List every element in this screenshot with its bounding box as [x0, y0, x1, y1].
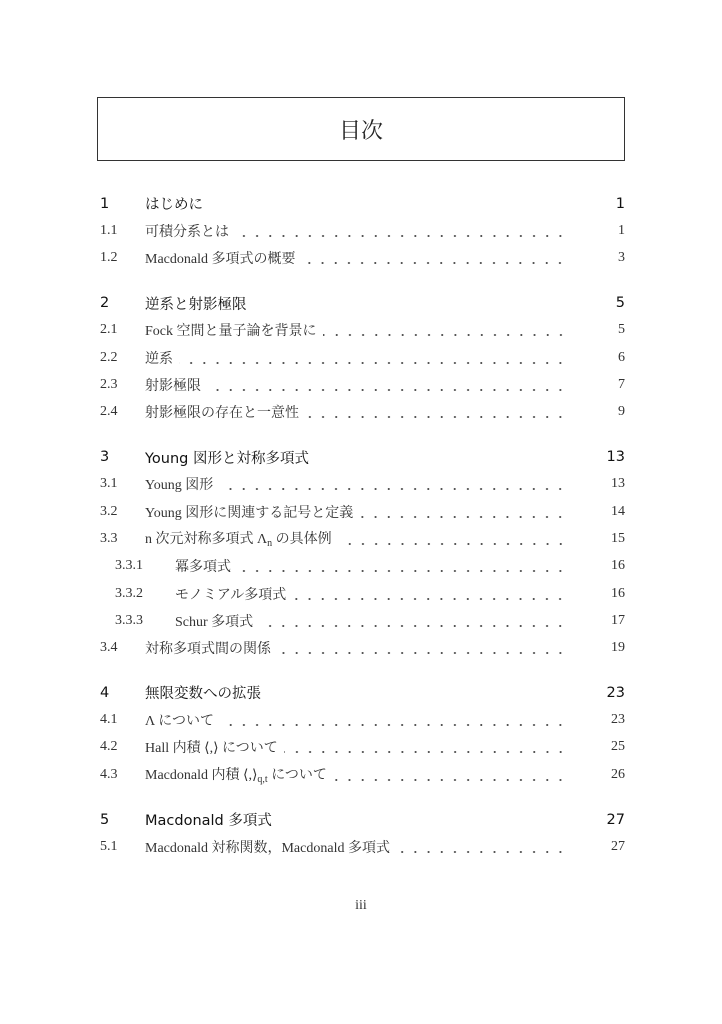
- entry-number: 3.2: [100, 503, 118, 519]
- entry-page-number: 17: [611, 612, 625, 628]
- toc-entry-section[interactable]: [100, 734, 625, 761]
- toc-entry-chapter[interactable]: [100, 443, 625, 470]
- entry-title: [145, 809, 272, 830]
- toc-entry-section[interactable]: [100, 707, 625, 734]
- entry-number: 3.3.3: [115, 612, 143, 628]
- entry-page-number: 1: [615, 195, 625, 212]
- entry-title-text: 逆系: [145, 351, 173, 367]
- entry-title: [145, 682, 261, 703]
- entry-title: [175, 611, 253, 631]
- dot-leader: [179, 351, 567, 365]
- entry-title-subscript: n: [267, 538, 273, 550]
- dot-leader: [267, 686, 567, 700]
- dot-leader: [396, 840, 567, 854]
- toc-entry-subsub[interactable]: [100, 580, 625, 607]
- entry-title: [175, 556, 231, 576]
- entry-page-number: 14: [611, 503, 625, 519]
- dot-leader: [259, 614, 567, 628]
- entry-title-subscript: q,t: [257, 774, 268, 786]
- dot-leader: [292, 587, 567, 601]
- dot-leader: [359, 505, 567, 519]
- toc-title: 目次: [338, 118, 383, 144]
- entry-title-text: 無限変数への拡張: [145, 686, 261, 703]
- dot-leader: [207, 378, 567, 392]
- toc-entry-section[interactable]: [100, 344, 625, 371]
- entry-page-number: 15: [611, 530, 625, 546]
- toc-entry-subsub[interactable]: [100, 607, 625, 634]
- entry-title-text: Macdonald 対称関数，Macdonald 多項式: [145, 840, 390, 856]
- toc-entry-chapter[interactable]: [100, 679, 625, 706]
- entry-number: 4.2: [100, 739, 118, 755]
- toc-entry-chapter[interactable]: [100, 289, 625, 316]
- toc-entry-section[interactable]: [100, 371, 625, 398]
- entry-page-number: 5: [615, 295, 625, 312]
- entry-title-text: Macdonald 多項式: [145, 813, 272, 830]
- entry-title-text: Fock 空間と量子論を背景に: [145, 324, 317, 340]
- entry-page-number: 5: [618, 322, 625, 338]
- dot-leader: [284, 740, 567, 754]
- entry-title: [145, 402, 299, 422]
- entry-title-text: 射影極限の存在と一意性: [145, 406, 299, 422]
- entry-number: 3.3: [100, 530, 118, 546]
- toc-entry-section[interactable]: [100, 471, 625, 498]
- entry-page-number: 16: [611, 585, 625, 601]
- entry-number: 3.3.1: [115, 558, 143, 574]
- entry-number: 4.1: [100, 712, 118, 728]
- dot-leader: [237, 559, 567, 573]
- entry-page-number: 9: [618, 404, 625, 420]
- entry-title-text: Hall 内積 ⟨,⟩ について: [145, 741, 278, 757]
- entry-title-suffix: について: [267, 768, 327, 784]
- entry-number: 4.3: [100, 766, 118, 782]
- dot-leader: [220, 713, 567, 727]
- dot-leader: [277, 641, 567, 655]
- entry-page-number: 6: [618, 349, 625, 365]
- entry-title-text: Young 図形に関連する記号と定義: [145, 505, 354, 521]
- entry-page-number: 1: [618, 222, 625, 238]
- entry-title: [145, 474, 213, 494]
- entry-title: [145, 528, 332, 549]
- entry-number: 1.1: [100, 222, 118, 238]
- entry-title-text: Young 図形: [145, 478, 214, 494]
- entry-page-number: 27: [606, 811, 625, 828]
- entry-title-text: はじめに: [145, 197, 203, 214]
- dot-leader: [301, 251, 567, 265]
- entry-number: 2.4: [100, 404, 118, 420]
- toc-entry-chapter[interactable]: [100, 190, 625, 217]
- entry-number: 3.4: [100, 640, 118, 656]
- toc-entry-section[interactable]: [100, 217, 625, 244]
- entry-title-text: 逆系と射影極限: [145, 296, 247, 313]
- entry-title-text: Schur 多項式: [175, 614, 254, 630]
- entry-number: 4: [100, 684, 110, 701]
- toc-entry-section[interactable]: [100, 317, 625, 344]
- entry-number: 5.1: [100, 838, 118, 854]
- dot-leader: [278, 813, 567, 827]
- toc-title-box: [97, 97, 625, 161]
- toc-entry-section[interactable]: [100, 833, 625, 860]
- entry-title-suffix: の具体例: [272, 532, 332, 548]
- entry-title: [145, 447, 309, 468]
- entry-number: 1.2: [100, 250, 118, 266]
- toc-entry-subsub[interactable]: [100, 553, 625, 580]
- entry-title: [145, 638, 271, 658]
- page-number-footer: iii: [355, 898, 367, 913]
- entry-page-number: 7: [618, 376, 625, 392]
- entry-title-text: モノミアル多項式: [175, 587, 287, 603]
- entry-page-number: 13: [606, 449, 625, 466]
- toc-entry-section[interactable]: [100, 245, 625, 272]
- entry-number: 1: [100, 195, 110, 212]
- entry-title: [145, 375, 201, 395]
- entry-number: 5: [100, 811, 110, 828]
- entry-number: 2.2: [100, 349, 118, 365]
- dot-leader: [305, 405, 567, 419]
- dot-leader: [338, 532, 567, 546]
- dot-leader: [315, 450, 567, 464]
- entry-title: [145, 348, 173, 368]
- entry-title: [145, 764, 327, 785]
- entry-title: [145, 221, 229, 241]
- toc-entry-section[interactable]: [100, 525, 625, 552]
- entry-number: 2.3: [100, 376, 118, 392]
- entry-title-text: Λ について: [145, 714, 215, 730]
- entry-page-number: 26: [611, 766, 625, 782]
- entry-title-text: Macdonald 多項式の概要: [145, 252, 296, 268]
- entry-page-number: 23: [606, 684, 625, 701]
- entry-title-text: 冪多項式: [175, 560, 231, 576]
- dot-leader: [253, 296, 568, 310]
- entry-title: [145, 293, 247, 314]
- entry-page-number: 27: [611, 838, 625, 854]
- toc-entry-section[interactable]: [100, 634, 625, 661]
- entry-page-number: 13: [611, 476, 625, 492]
- entry-number: 3: [100, 449, 110, 466]
- entry-title: [145, 320, 317, 340]
- entry-number: 2: [100, 295, 110, 312]
- entry-title-text: n 次元対称多項式 Λ: [145, 532, 268, 548]
- toc-entry-section[interactable]: [100, 498, 625, 525]
- dot-leader: [333, 768, 567, 782]
- dot-leader: [235, 224, 567, 238]
- table-of-contents: [100, 190, 625, 861]
- dot-leader: [219, 477, 567, 491]
- entry-title: [145, 710, 214, 730]
- entry-title-text: Young 図形と対称多項式: [145, 450, 309, 467]
- dot-leader: [323, 323, 568, 337]
- entry-page-number: 25: [611, 739, 625, 755]
- entry-title-text: 対称多項式間の関係: [145, 642, 271, 658]
- entry-title: [145, 193, 203, 214]
- toc-entry-section[interactable]: [100, 399, 625, 426]
- toc-entry-section[interactable]: [100, 761, 625, 788]
- entry-page-number: 23: [611, 712, 625, 728]
- entry-number: 3.3.2: [115, 585, 143, 601]
- entry-title-text: 可積分系とは: [145, 224, 229, 240]
- entry-title-text: 射影極限: [145, 378, 201, 394]
- dot-leader: [209, 197, 567, 211]
- entry-number: 3.1: [100, 476, 118, 492]
- entry-title: [175, 584, 286, 604]
- entry-page-number: 19: [611, 640, 625, 656]
- entry-number: 2.1: [100, 322, 118, 338]
- entry-title: [145, 502, 353, 522]
- entry-title: [145, 837, 390, 857]
- entry-page-number: 3: [618, 250, 625, 266]
- entry-title: [145, 248, 295, 268]
- entry-page-number: 16: [611, 558, 625, 574]
- entry-title-text: Macdonald 内積 ⟨,⟩: [145, 768, 258, 784]
- toc-entry-chapter[interactable]: [100, 806, 625, 833]
- entry-title: [145, 737, 278, 757]
